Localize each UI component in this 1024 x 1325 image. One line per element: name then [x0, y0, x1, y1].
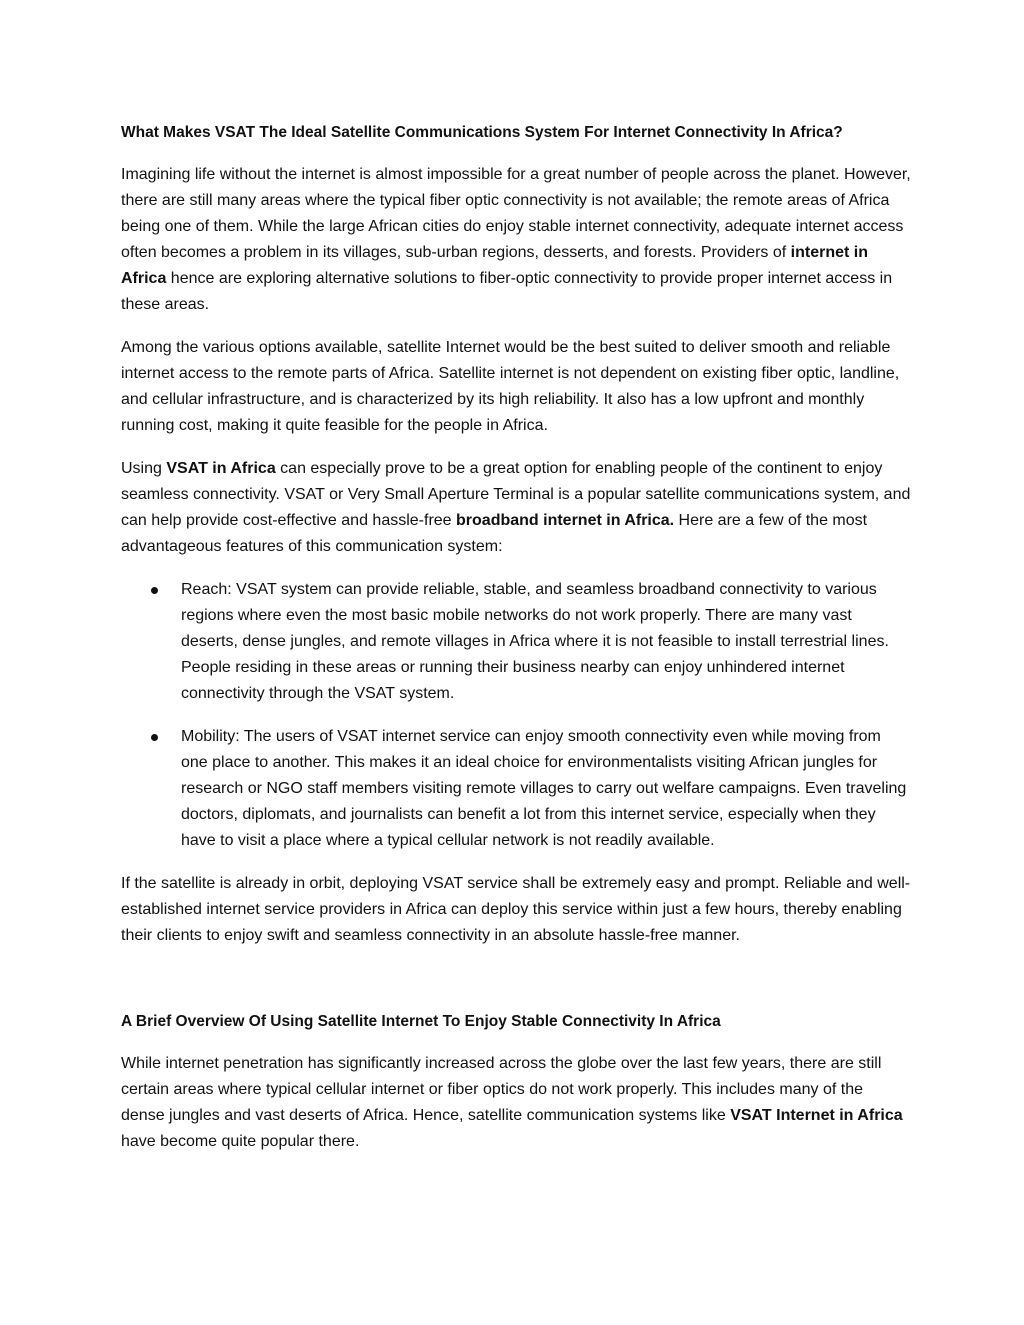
- section-2-paragraph-1: [121, 1051, 911, 1155]
- text-run: Using: [121, 460, 167, 477]
- feature-list: [121, 577, 911, 854]
- list-item-text: Reach: VSAT system can provide reliable, stable, and seamless broadband connectivity to various regions where even the most basic mobile networks do not work properly. There are many vast deserts, dense jungles, and remote villages in Africa where it is not feasible to install terrestrial lines. People residing in these areas or running their business nearby can enjoy unhindered internet connectivity through the VSAT system.: [181, 581, 889, 702]
- section-2-heading: A Brief Overview Of Using Satellite Internet To Enjoy Stable Connectivity In Africa: [121, 1013, 721, 1030]
- section-1-paragraph-4: If the satellite is already in orbit, deploying VSAT service shall be extremely easy and prompt. Reliable and well-established internet service providers in Africa can deploy this service within just a few hours, thereby enabling their clients to enjoy swift and seamless connectivity in an absolute hassle-free manner.: [121, 875, 911, 944]
- document-page: [121, 120, 911, 1172]
- section-1-paragraph-3: [121, 456, 911, 560]
- section-1-heading: What Makes VSAT The Ideal Satellite Communications System For Internet Connectivity In Africa?: [121, 124, 843, 141]
- text-run: hence are exploring alternative solutions to fiber-optic connectivity to provide proper internet access in these areas.: [121, 270, 893, 313]
- list-item: [121, 724, 911, 854]
- text-run: While internet penetration has significantly increased across the globe over the last few years, there are still certain areas where typical cellular internet or fiber optics do not work properly. This includes many of the dense jungles and vast deserts of Africa. Hence, satellite communication systems like: [121, 1055, 882, 1124]
- bullet-icon: [151, 734, 158, 741]
- section-1-paragraph-1: [121, 162, 911, 318]
- bullet-icon: [151, 587, 158, 594]
- list-item-text: Mobility: The users of VSAT internet service can enjoy smooth connectivity even while moving from one place to another. This makes it an ideal choice for environmentalists visiting African jungles for research or NGO staff members visiting remote villages to carry out welfare campaigns. Even traveling doctors, diplomats, and journalists can benefit a lot from this internet service, especially when they have to visit a place where a typical cellular network is not readily available.: [181, 728, 907, 849]
- text-run: can especially prove to be a great option for enabling people of the continent to enjoy seamless connectivity. VSAT or Very Small Aperture Terminal is a popular satellite communications system, and can help provide cost-effective and hassle-free: [121, 460, 911, 529]
- section-1-paragraph-2: Among the various options available, satellite Internet would be the best suited to deliver smooth and reliable internet access to the remote parts of Africa. Satellite internet is not dependent on existing fiber optic, landline, and cellular infrastructure, and is characterized by its high reliability. It also has a low upfront and monthly running cost, making it quite feasible for the people in Africa.: [121, 339, 900, 434]
- bold-keyword: VSAT Internet in Africa: [730, 1107, 903, 1124]
- section-spacer: [121, 966, 911, 1009]
- bold-keyword: internet in Africa: [121, 244, 869, 287]
- bold-keyword: broadband internet in Africa.: [456, 512, 675, 529]
- bold-keyword: VSAT in Africa: [166, 460, 276, 477]
- text-run: Imagining life without the internet is almost impossible for a great number of people across the planet. However, there are still many areas where the typical fiber optic connectivity is not available; the remote areas of Africa being one of them. While the large African cities do enjoy stable internet connectivity, adequate internet access often becomes a problem in its villages, sub-urban regions, desserts, and forests. Providers of: [121, 166, 911, 261]
- list-item: [121, 577, 911, 707]
- text-run: have become quite popular there.: [121, 1133, 360, 1150]
- text-run: Here are a few of the most advantageous features of this communication system:: [121, 512, 868, 555]
